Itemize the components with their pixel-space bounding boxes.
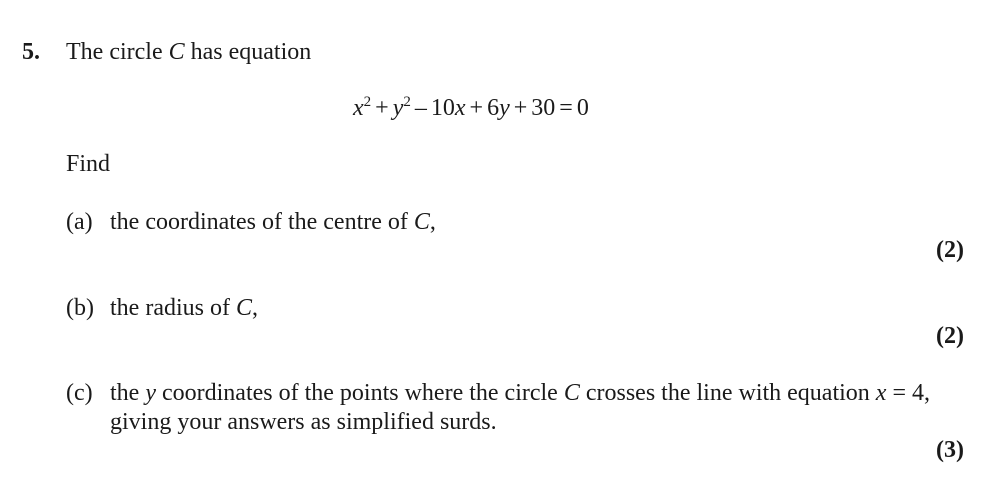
eq-plus-3: + [513,95,528,121]
find-label: Find [66,151,111,177]
circle-equation [353,96,589,120]
eq-equals: = [559,95,573,121]
question-intro [66,40,311,64]
part-a-circle-variable: C [413,209,430,235]
eq-minus: – [414,95,427,121]
part-b-text-after: , [251,295,258,321]
eq-plus-1: + [375,95,389,121]
part-c-x-variable: x [875,380,887,406]
intro-circle-variable: C [168,39,185,65]
intro-text-before: The circle [66,39,169,65]
part-c-line-2: giving your answers as simplified surds. [110,409,497,435]
eq-term3-var: x [454,95,466,121]
eq-y: y [392,95,404,121]
eq-y-exponent: 2 [403,94,411,110]
part-a-text-after: , [429,209,436,235]
part-a-label: (a) [66,209,93,235]
part-a-marks: (2) [936,237,964,263]
part-b-marks: (2) [936,323,964,349]
part-a-text [110,210,436,234]
eq-constant: 30 [531,95,556,121]
question-number: 5. [22,39,40,65]
eq-term3-coef: 10 [430,95,455,121]
part-c-text-4: = 4, [886,380,930,406]
part-c-label: (c) [66,380,93,406]
eq-term4-var: y [499,95,510,121]
eq-x-exponent: 2 [363,94,372,110]
part-b-text-before: the radius of [110,295,236,321]
eq-rhs: 0 [576,95,589,121]
part-b-text [110,296,258,320]
eq-x: x [353,95,364,121]
intro-text-after: has equation [184,39,312,65]
part-c-marks: (3) [936,437,964,463]
eq-term4-coef: 6 [487,95,500,121]
part-b-label: (b) [66,295,94,321]
part-b-circle-variable: C [235,295,252,321]
part-a-text-before: the coordinates of the centre of [110,209,414,235]
part-c-text-1: the [110,380,146,406]
part-c-text-2: coordinates of the points where the circle [155,380,564,406]
part-c-text-3: crosses the line with equation [579,380,876,406]
part-c-y-variable: y [145,380,156,406]
eq-plus-2: + [469,95,484,121]
part-c-circle-variable: C [563,380,580,406]
part-c-line-1 [110,381,930,405]
